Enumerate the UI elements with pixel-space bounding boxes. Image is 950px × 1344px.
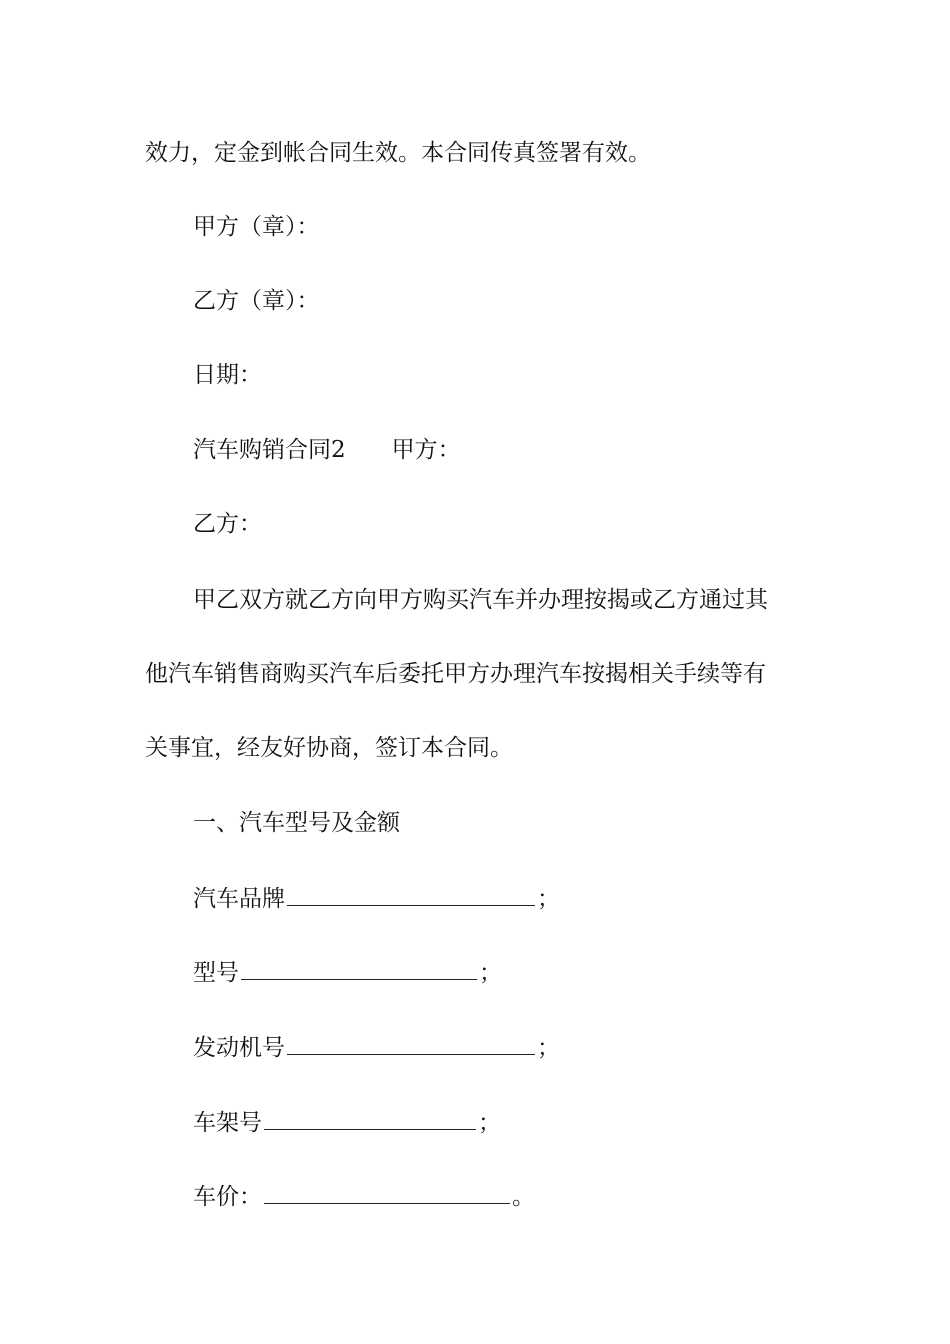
model-end-punct: ； [479,960,502,986]
section-heading [193,808,400,838]
party-b-seal-label: 乙方（章）： [193,288,320,314]
date-line [193,360,262,390]
text-line [145,733,513,763]
brand-end-punct: ； [537,886,560,912]
price-end-punct: 。 [512,1184,535,1210]
paragraph-text: 甲乙双方就乙方向甲方购买汽车并办理按揭或乙方通过其 [193,587,768,613]
contract-heading-line [193,435,461,465]
paragraph-text: 关事宜，经友好协商，签订本合同。 [145,735,513,761]
party-b-line [193,509,262,539]
brand-label: 汽车品牌 [193,886,285,912]
model-label: 型号 [193,960,239,986]
price-blank [264,1181,510,1204]
engine-blank [287,1032,535,1055]
paragraph-text: 效力，定金到帐合同生效。本合同传真签署有效。 [145,140,651,166]
party-a-seal-label: 甲方（章）： [193,214,320,240]
text-line [145,138,651,168]
field-line-engine [193,1032,560,1063]
field-line-frame [193,1107,501,1138]
frame-label: 车架号 [193,1110,262,1136]
text-line [193,585,768,615]
signature-line-party-b [193,286,320,316]
party-b-label: 乙方： [193,511,262,537]
signature-line-party-a [193,212,320,242]
field-line-brand [193,883,560,914]
contract-title: 汽车购销合同2 [193,437,346,463]
price-label: 车价： [193,1184,262,1210]
text-line [145,659,766,689]
engine-end-punct: ； [537,1035,560,1061]
field-line-model [193,957,502,988]
model-blank [241,957,477,980]
paragraph-text: 他汽车销售商购买汽车后委托甲方办理汽车按揭相关手续等有 [145,661,766,687]
engine-label: 发动机号 [193,1035,285,1061]
frame-blank [264,1107,476,1130]
section-title: 一、汽车型号及金额 [193,810,400,836]
brand-blank [287,883,535,906]
field-line-price [193,1181,535,1212]
party-a-label: 甲方： [391,437,461,463]
date-label: 日期： [193,362,262,388]
frame-end-punct: ； [478,1110,501,1136]
